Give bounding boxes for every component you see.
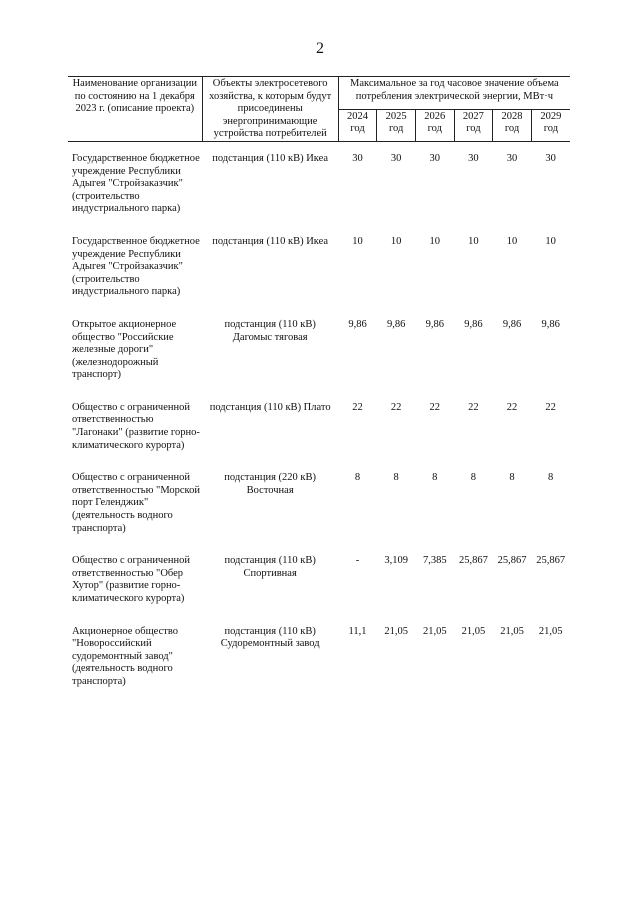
table-row — [68, 141, 570, 235]
header-year-2027: 2027 год — [454, 110, 493, 142]
org-name: Общество с ограниченной ответственностью "Обер Хутор" (развитие горно-климатического курорта) — [72, 555, 190, 604]
value-2025: 30 — [390, 152, 402, 164]
value-2028: 21,05 — [500, 625, 524, 637]
grid-object: подстанция (110 кВ) Дагомыс тяговая — [224, 318, 316, 343]
value-2026: 9,86 — [425, 318, 444, 330]
value-2025: 8 — [393, 472, 399, 484]
value-2029: 25,867 — [536, 555, 566, 567]
grid-object: подстанция (110 кВ) Судоремонтный завод — [220, 625, 320, 650]
value-2028: 8 — [509, 472, 515, 484]
header-year-2028: 2028 год — [493, 110, 532, 142]
table-row — [68, 626, 570, 709]
value-2029: 8 — [548, 472, 554, 484]
value-2024: 9,86 — [348, 318, 367, 330]
grid-object: подстанция (220 кВ) Восточная — [224, 472, 317, 496]
value-2025: 21,05 — [384, 625, 408, 637]
value-2026: 10 — [429, 235, 441, 247]
value-2028: 10 — [506, 235, 518, 247]
value-2024: 10 — [352, 235, 363, 247]
grid-object: подстанция (110 кВ) Икеа — [212, 152, 329, 164]
value-2028: 30 — [506, 152, 518, 164]
grid-object: подстанция (110 кВ) Икеа — [212, 235, 329, 247]
table-row — [68, 555, 570, 625]
table-row — [68, 319, 570, 402]
value-2027: 30 — [468, 152, 479, 164]
value-2029: 30 — [545, 152, 556, 164]
org-name: Общество с ограниченной ответственностью "Морской порт Геленджик" (деятельность водного транспорта) — [72, 472, 200, 534]
value-2024: - — [355, 555, 360, 567]
grid-object: подстанция (110 кВ) Спортивная — [224, 555, 316, 579]
value-2029: 22 — [545, 401, 556, 413]
page-number: 2 — [316, 40, 324, 57]
value-2028: 22 — [506, 401, 518, 413]
org-name: Государственное бюджетное учреждение Республики Адыгея "Стройзаказчик" (строительство индустриального парка) — [72, 152, 200, 215]
header-grid-objects: Объекты электросетевого хозяйства, к которым будут присоединены энергопринимающие устройства потребителей — [202, 77, 338, 142]
table-row — [68, 472, 570, 555]
value-2027: 9,86 — [464, 318, 483, 330]
value-2027: 10 — [468, 235, 479, 247]
value-2025: 10 — [390, 235, 402, 247]
value-2026: 7,385 — [422, 555, 447, 567]
value-2024: 30 — [352, 152, 363, 164]
value-2024: 8 — [354, 472, 361, 484]
header-year-2024: 2024 год — [338, 110, 377, 142]
value-2026: 8 — [432, 472, 438, 484]
table-row — [68, 402, 570, 472]
value-2027: 25,867 — [458, 555, 488, 567]
grid-object: подстанция (110 кВ) Плато — [209, 401, 331, 413]
org-name: Акционерное общество "Новороссийский судоремонтный завод" (деятельность водного транспорта) — [72, 625, 178, 687]
value-2029: 9,86 — [541, 318, 560, 330]
org-name: Открытое акционерное общество "Российские железные дороги" (железнодорожный транспорт) — [72, 318, 177, 381]
value-2026: 22 — [429, 401, 441, 413]
value-2026: 21,05 — [422, 625, 447, 637]
value-2029: 10 — [545, 235, 556, 247]
table-row — [68, 236, 570, 319]
header-organization: Наименование организации по состоянию на 1 декабря 2023 г. (описание проекта) — [68, 77, 202, 142]
value-2027: 8 — [470, 472, 477, 484]
org-name: Общество с ограниченной ответственностью "Лагонаки" (развитие горно-климатического курорта) — [72, 401, 200, 451]
value-2028: 25,867 — [497, 555, 527, 567]
value-2024: 22 — [352, 401, 363, 413]
org-name: Государственное бюджетное учреждение Республики Адыгея "Стройзаказчик" (строительство индустриального парка) — [72, 235, 200, 298]
value-2026: 30 — [429, 152, 441, 164]
value-2027: 21,05 — [461, 625, 486, 637]
value-2029: 21,05 — [538, 625, 563, 637]
value-2024: 11,1 — [348, 625, 367, 637]
header-year-2025: 2025 год — [377, 110, 416, 142]
consumption-table — [68, 76, 570, 709]
value-2028: 9,86 — [502, 318, 522, 330]
value-2025: 9,86 — [386, 318, 406, 330]
value-2025: 3,109 — [384, 555, 408, 567]
header-max-consumption: Максимальное за год часовое значение объема потребления электрической энергии, МВт·ч — [338, 77, 570, 110]
header-year-2029: 2029 год — [531, 110, 570, 142]
value-2027: 22 — [468, 401, 479, 413]
value-2025: 22 — [390, 401, 402, 413]
header-year-2026: 2026 год — [415, 110, 454, 142]
